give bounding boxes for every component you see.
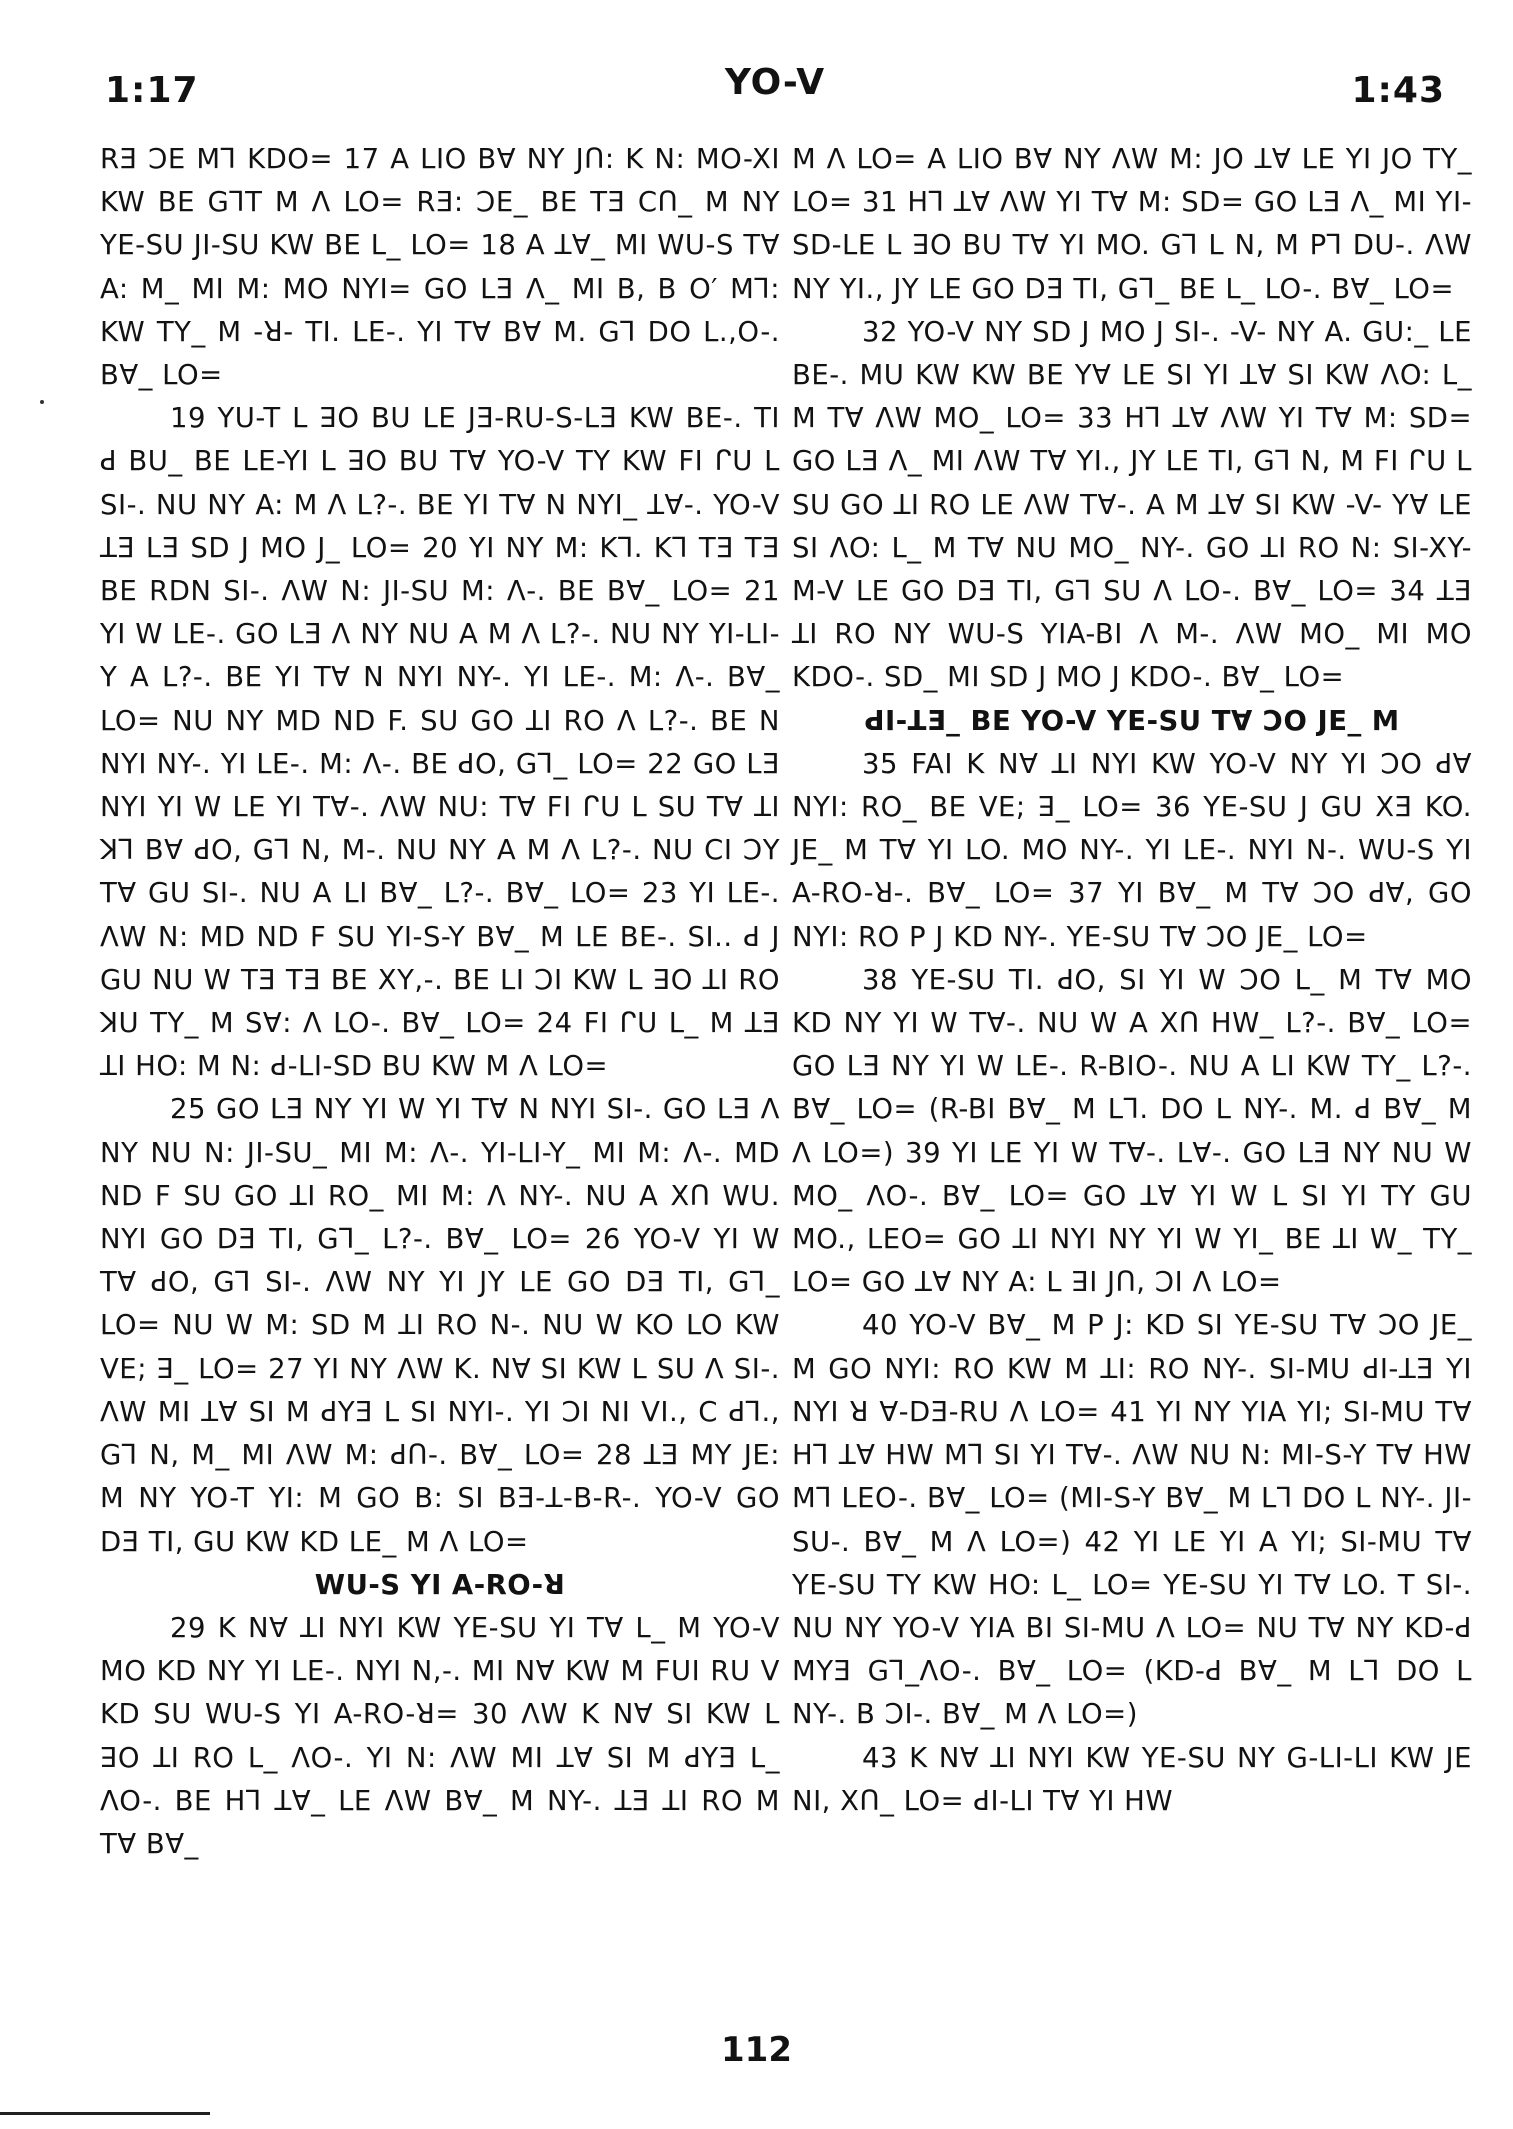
- header-verse-start: 1:17: [105, 70, 199, 111]
- section-heading: WU-S YI A-RO-ꓤ: [314, 1568, 566, 1601]
- margin-speck: [40, 400, 44, 404]
- footer-rule: [0, 2112, 210, 2115]
- right-column: [792, 138, 1472, 1823]
- running-header: [105, 62, 1445, 120]
- paragraph: M Λ LO= A LIO BⱯ NY ΛW M: JO ꓕⱯ LE YI JO TY_ LO= 31 Hꓶ ꓕⱯ ΛW YI TⱯ M: SD= GO LƎ Λ_ MI YI-SD-LE L ꓱO BU TⱯ YI MO. Gꓶ L N, M Pꓶ DU-. ΛW NY YI., JY LE GO DƎ TI, Gꓶ_ BE L_ LO-. BⱯ_ LO=: [792, 143, 1472, 305]
- paragraph: RƎ ƆE Mꓶ KDO= 17 A LIO BⱯ NY JՈ: K N: MO-XI KW BE GꓶT M Λ LO= RƎ: ƆE_ BE TƎ CՈ_ M NY YE-SU JI-SU KW BE L_ LO= 18 A ꓕⱯ_ MI WU-S TⱯ A: M_ MI M: MO NYI= GO LƎ Λ_ MI B, B O′ Mꓶ: KW TY_ M -ꓤ- TI. LE-. YI TⱯ BⱯ M. Gꓶ DO L.,O-. BⱯ_ LO=: [100, 143, 780, 392]
- paragraph: 38 YE-SU TI. ꓒO, SI YI W ƆO L_ M TⱯ MO KD NY YI W TⱯ-. NU W A XՈ HW_ L?-. BⱯ_ LO= GO LƎ NY YI W LE-. R-BIO-. NU A LI KW TY_ L?-. BⱯ_ LO= (R-BI BⱯ_ M Lꓶ. DO L NY-. M. ꓒ BⱯ_ M Λ LO=) 39 YI LE YI W TⱯ-. LⱯ-. GO LƎ NY NU W MO_ ΛO-. BⱯ_ LO= GO ꓕⱯ YI W L SI YI TY GU MO., LEO= GO ꓕI NYI NY YI W YI_ BE ꓕI W_ TY_ LO= GO ꓕⱯ NY A: L ꓱI JՈ, ƆI Λ LO=: [792, 963, 1472, 1299]
- paragraph: 32 YO-V NY SD J MO J SI-. -V- NY A. GU:_ LE BE-. MU KW KW BE YⱯ LE SI YI ꓕⱯ SI KW ΛO: L_ M TⱯ ΛW MO_ LO= 33 Hꓶ ꓕⱯ ΛW YI TⱯ M: SD= GO LƎ Λ_ MI ΛW TⱯ YI., JY LE TI, Gꓶ N, M FI ᒋU L SU GO ꓕI RO LE ΛW TⱯ-. A M ꓕⱯ SI KW -V- YⱯ LE SI ΛO: L_ M TⱯ NU MO_ NY-. GO ꓕI RO N: SI-XY-M-V LE GO DƎ TI, Gꓶ SU Λ LO-. BⱯ_ LO= 34 ꓕƎ ꓕI RO NY WU-S YIA-BI Λ M-. ΛW MO_ MI MO KDO-. SD_ MI SD J MO J KDO-. BⱯ_ LO=: [792, 315, 1472, 694]
- paragraph: 25 GO LƎ NY YI W YI TⱯ N NYI SI-. GO LƎ Λ NY NU N: JI-SU_ MI M: Λ-. YI-LI-Y_ MI M: Λ-. MD ND F SU GO ꓕI RO_ MI M: Λ NY-. NU A XՈ WU. NYI GO DƎ TI, Gꓶ_ L?-. BⱯ_ LO= 26 YO-V YI W TⱯ ꓒO, Gꓶ SI-. ΛW NY YI JY LE GO DƎ TI, Gꓶ_ LO= NU W M: SD M ꓕI RO N-. NU W KO LO KW VE; ꓱ_ LO= 27 YI NY ΛW K. NⱯ SI KW L SU Λ SI-. ΛW MI ꓕⱯ SI M ꓒYƎ L SI NYI-. YI ƆI NI VI., C ꓒꓶ., Gꓶ N, M_ MI ΛW M: ꓒՈ-. BⱯ_ LO= 28 ꓕƎ MY JE: M NY YO-T YI: M GO B: SI BƎ-ꓕ-B-R-. YO-V GO DƎ TI, GU KW KD LE_ M Λ LO=: [100, 1093, 780, 1558]
- section-heading: ꓒI-ꓕƎ_ BE YO-V YE-SU TⱯ ƆO JE_ M: [864, 704, 1400, 737]
- paragraph: 43 K NⱯ ꓕI NYI KW YE-SU NY G-LI-LI KW JE NI, XՈ_ LO= ꓒI-LI TⱯ YI HW: [792, 1741, 1472, 1817]
- left-column: [100, 138, 780, 1866]
- paragraph: 40 YO-V BⱯ_ M P J: KD SI YE-SU TⱯ ƆO JE_ M GO NYI: RO KW M ꓕI: RO NY-. SI-MU ꓒI-ꓕƎ YI NYI ꓤ Ɐ-DƎ-RU Λ LO= 41 YI NY YIA YI; SI-MU TⱯ Hꓶ ꓕⱯ HW Mꓶ SI YI TⱯ-. ΛW NU N: MI-S-Y TⱯ HW Mꓶ LEO-. BⱯ_ LO= (MI-S-Y BⱯ_ M Lꓶ DO L NY-. JI-SU-. BⱯ_ M Λ LO=) 42 YI LE YI A YI; SI-MU TⱯ YE-SU TY KW HO: L_ LO= YE-SU YI TⱯ LO. T SI-. NU NY YO-V YIA BI SI-MU Λ LO= NU TⱯ NY KD-ꓒ MYƎ Gꓶ_ΛO-. BⱯ_ LO= (KD-ꓒ BⱯ_ M Lꓶ DO L NY-. B ƆI-. BⱯ_ M Λ LO=): [792, 1309, 1472, 1731]
- paragraph: 29 K NⱯ ꓕI NYI KW YE-SU YI TⱯ L_ M YO-V MO KD NY YI LE-. NYI N,-. MI NⱯ KW M FUI RU V KD SU WU-S YI A-RO-ꓤ= 30 ΛW K NⱯ SI KW L ꓱO ꓕI RO L_ ΛO-. YI N: ΛW MI ꓕⱯ SI M ꓒYƎ L_ ΛO-. BE Hꓶ ꓕⱯ_ LE ΛW BⱯ_ M NY-. ꓕƎ ꓕI RO M TⱯ BⱯ_: [100, 1611, 780, 1860]
- page-number: 112: [721, 2030, 792, 2070]
- paragraph: 19 YU-T L ꓱO BU LE JƎ-RU-S-LƎ KW BE-. TI ꓒ BU_ BE LE-YI L ꓱO BU TⱯ YO-V TY KW FI ᒋU L SI-. NU NY A: M Λ L?-. BE YI TⱯ N NYI_ ꓕⱯ-. YO-V ꓕƎ LƎ SD J MO J_ LO= 20 YI NY M: Kꓶ. Kꓶ TƎ TƎ BE RDN SI-. ΛW N: JI-SU M: Λ-. BE BⱯ_ LO= 21 YI W LE-. GO LƎ Λ NY NU A M Λ L?-. NU NY YI-LI-Y A L?-. BE YI TⱯ N NYI NY-. YI LE-. M: Λ-. BⱯ_ LO= NU NY MD ND F. SU GO ꓕI RO Λ L?-. BE N NYI NY-. YI LE-. M: Λ-. BE ꓒO, Gꓶ_ LO= 22 GO LƎ NYI YI W LE YI TⱯ-. ΛW NU: TⱯ FI ᒋU L SU TⱯ ꓕI ꓘꓶ BⱯ ꓒO, Gꓶ N, M-. NU NY A M Λ L?-. NU CI ƆY TⱯ GU SI-. NU A LI BⱯ_ L?-. BⱯ_ LO= 23 YI LE-. ΛW N: MD ND F SU YI-S-Y BⱯ_ M LE BE-. SI.. ꓒ J GU NU W TƎ TƎ BE XY,-. BE LI ƆI KW L ꓱO ꓕI RO ꓘU TY_ M SⱯ: Λ LO-. BⱯ_ LO= 24 FI ᒋU L_ M ꓕƎ ꓕI HO: M N: ꓒ-LI-SD BU KW M Λ LO=: [100, 402, 780, 1083]
- header-book-title: YO-V: [724, 62, 826, 103]
- paragraph: 35 FAI K NⱯ ꓕI NYI KW YO-V NY YI ƆO ꓒⱯ NYI: RO_ BE VE; ꓱ_ LO= 36 YE-SU J GU XƎ KO. JE_ M TⱯ YI LO. MO NY-. YI LE-. NYI N-. WU-S YI A-RO-ꓤ-. BⱯ_ LO= 37 YI BⱯ_ M TⱯ ƆO ꓒⱯ, GO NYI: RO P J KD NY-. YE-SU TⱯ ƆO JE_ LO=: [792, 747, 1472, 953]
- header-verse-end: 1:43: [1351, 70, 1445, 111]
